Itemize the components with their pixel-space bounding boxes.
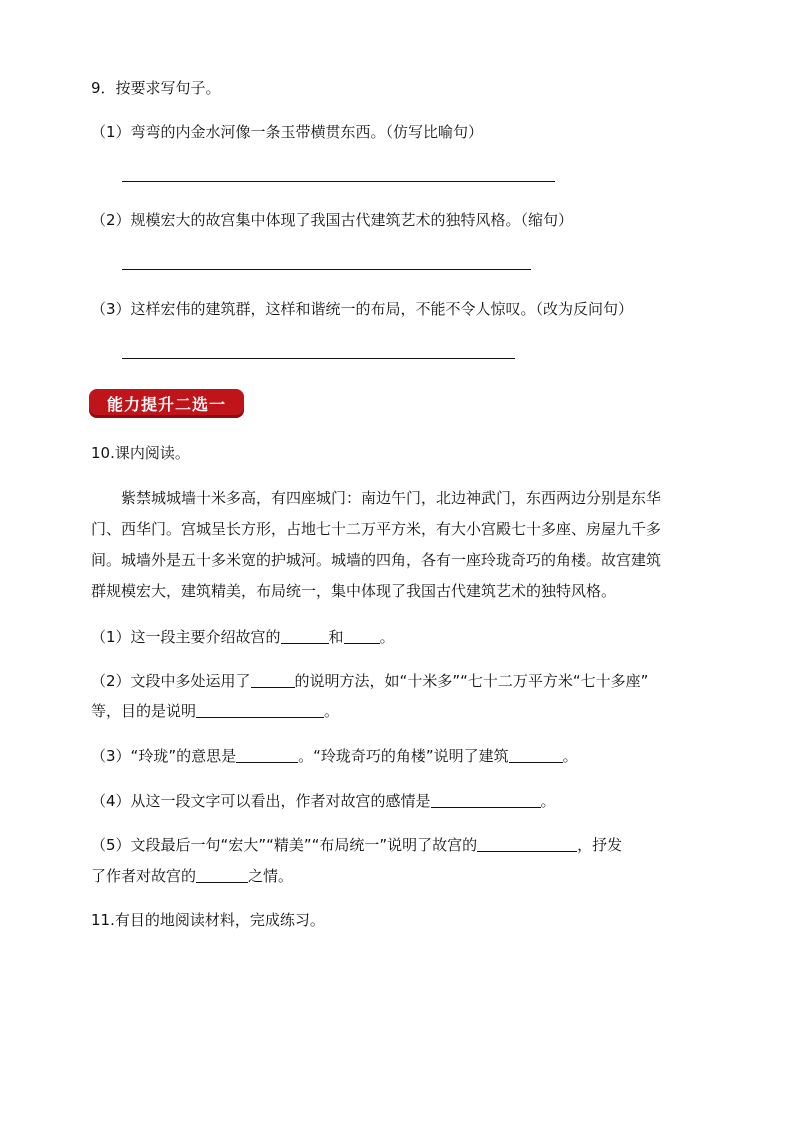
sub-1-text-c: 。	[379, 628, 395, 646]
sub-4-text-a: （4）从这一段文字可以看出，作者对故宫的感情是	[91, 792, 431, 810]
sub-3-text-b: 。“玲珑奇巧的角楼”说明了建筑	[298, 747, 509, 765]
answer-line-9-1[interactable]	[122, 181, 555, 182]
question-9-item-1: （1）弯弯的内金水河像一条玉带横贯东西。（仿写比喻句）	[91, 123, 484, 141]
passage-line-3: 间。城墙外是五十多米宽的护城河。城墙的四角，各有一座玲珑奇巧的角楼。故宫建筑	[91, 551, 662, 569]
sub-3-text-c: 。	[562, 747, 578, 765]
sub-5-text-b: ，抒发	[577, 836, 623, 854]
question-11-title: 11.有目的地阅读材料，完成练习。	[91, 911, 325, 929]
sub-1-text-a: （1）这一段主要介绍故宫的	[91, 628, 281, 646]
question-10-sub-5	[91, 835, 622, 855]
section-badge	[89, 389, 244, 418]
sub-2-text-a: （2）文段中多处运用了	[91, 672, 251, 690]
reading-passage	[91, 483, 706, 607]
section-badge-label: 能力提升二选一	[106, 395, 226, 414]
sub-5-text-a: （5）文段最后一句“宏大”“精美”“布局统一”说明了故宫的	[91, 836, 478, 854]
sub-3-text-a: （3）“玲珑”的意思是	[91, 747, 237, 765]
sub-2-text-c: 等，目的是说明	[91, 702, 197, 720]
blank-5a[interactable]	[477, 835, 577, 852]
question-10-title: 10.课内阅读。	[91, 444, 190, 462]
blank-3b[interactable]	[509, 746, 563, 763]
answer-line-9-2[interactable]	[122, 269, 531, 270]
sub-2-text-d: 。	[324, 702, 340, 720]
question-10-sub-4	[91, 791, 556, 811]
question-10-sub-1	[91, 627, 395, 647]
question-10-sub-2-cont	[91, 701, 339, 721]
sub-5-text-d: 之情。	[248, 867, 294, 885]
sub-2-text-b: 的说明方法，如“十米多”“七十二万平方米“七十多座”	[294, 672, 649, 690]
passage-line-1: 紫禁城城墙十米多高，有四座城门：南边午门，北边神武门，东西两边分别是东华	[121, 489, 662, 507]
blank-1a[interactable]	[281, 627, 329, 644]
blank-5b[interactable]	[196, 866, 248, 883]
sub-1-text-b: 和	[328, 628, 344, 646]
blank-2a[interactable]	[251, 671, 295, 688]
answer-line-9-3[interactable]	[122, 358, 515, 359]
question-9-item-3: （3）这样宏伟的建筑群，这样和谐统一的布局，不能不令人惊叹。（改为反问句）	[91, 300, 634, 318]
question-10-sub-2	[91, 671, 648, 691]
passage-line-4: 群规模宏大，建筑精美，布局统一，集中体现了我国古代建筑艺术的独特风格。	[91, 582, 617, 600]
question-9-item-2: （2）规模宏大的故宫集中体现了我国古代建筑艺术的独特风格。（缩句）	[91, 211, 574, 229]
question-10-sub-3	[91, 746, 578, 766]
question-9-title: 9．按要求写句子。	[91, 79, 221, 97]
question-10-sub-5-cont	[91, 866, 293, 886]
blank-1b[interactable]	[344, 627, 380, 644]
blank-2b[interactable]	[196, 701, 324, 718]
sub-5-text-c: 了作者对故宫的	[91, 867, 197, 885]
passage-line-2: 门、西华门。宫城呈长方形，占地七十二万平方米，有大小宫殿七十多座、房屋九千多	[91, 520, 662, 538]
blank-3a[interactable]	[236, 746, 298, 763]
blank-4[interactable]	[431, 791, 541, 808]
sub-4-text-b: 。	[540, 792, 556, 810]
